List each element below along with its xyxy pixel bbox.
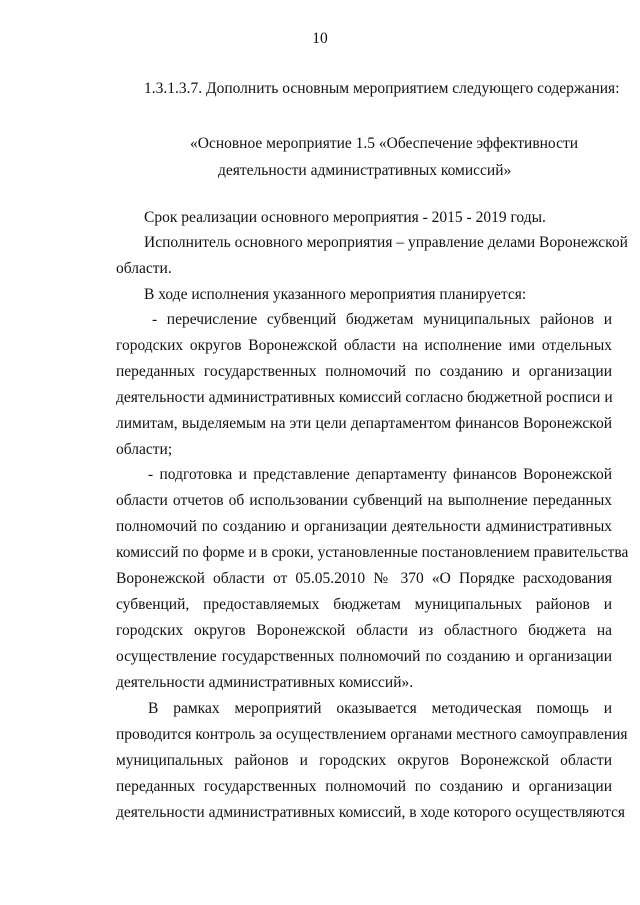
title-line-1: «Основное мероприятие 1.5 «Обеспечение эффективности xyxy=(190,135,579,152)
control-line-5: деятельности административных комиссий, в ходе которого осуществляются xyxy=(116,804,626,821)
title-line-2: деятельности административных комиссий» xyxy=(218,162,512,179)
term-line: Срок реализации основного мероприятия - 2015 - 2019 годы. xyxy=(144,209,546,226)
item1-line-2: городских округов Воронежской области на исполнение ими отдельных xyxy=(116,337,612,354)
item2-line-2: области отчетов об использовании субвенций на выполнение переданных xyxy=(116,492,612,509)
control-line-2: проводится контроль за осуществлением органами местного самоуправления xyxy=(116,726,628,743)
item2-line-6: субвенций, предоставляемых бюджетам муниципальных районов и xyxy=(116,596,612,613)
item1-line-4: деятельности административных комиссий согласно бюджетной росписи и xyxy=(116,389,613,406)
item2-line-4: комиссий по форме и в сроки, установленные постановлением правительства xyxy=(116,544,629,561)
control-line-3: муниципальных районов и городских округов Воронежской области xyxy=(116,752,612,769)
item2-line-5: Воронежской области от 05.05.2010 № 370 «О Порядке расходования xyxy=(116,570,612,587)
item2-line-7: городских округов Воронежской области из областного бюджета на xyxy=(116,622,612,639)
item1-line-1: - перечисление субвенций бюджетам муниципальных районов и xyxy=(152,311,612,328)
item1-line-5: лимитам, выделяемым на эти цели департаментом финансов Воронежской xyxy=(116,415,612,432)
page-number: 10 xyxy=(312,30,328,47)
item2-line-8: осуществление государственных полномочий по созданию и организации xyxy=(116,648,612,665)
amendment-line: 1.3.1.3.7. Дополнить основным мероприятием следующего содержания: xyxy=(144,80,620,97)
item2-line-1: - подготовка и представление департаменту финансов Воронежской xyxy=(148,466,612,483)
item2-line-9: деятельности административных комиссий». xyxy=(116,674,414,691)
plan-intro: В ходе исполнения указанного мероприятия планируется: xyxy=(144,286,527,303)
item1-line-3: переданных государственных полномочий по созданию и организации xyxy=(116,363,612,380)
executor-line-2: области. xyxy=(116,260,172,277)
control-line-4: переданных государственных полномочий по созданию и организации xyxy=(116,778,612,795)
control-line-1: В рамках мероприятий оказывается методическая помощь и xyxy=(148,700,612,717)
item2-line-3: полномочий по созданию и организации деятельности административных xyxy=(116,518,612,535)
item1-line-6: области; xyxy=(116,441,173,458)
executor-line-1: Исполнитель основного мероприятия – управление делами Воронежской xyxy=(144,234,628,251)
